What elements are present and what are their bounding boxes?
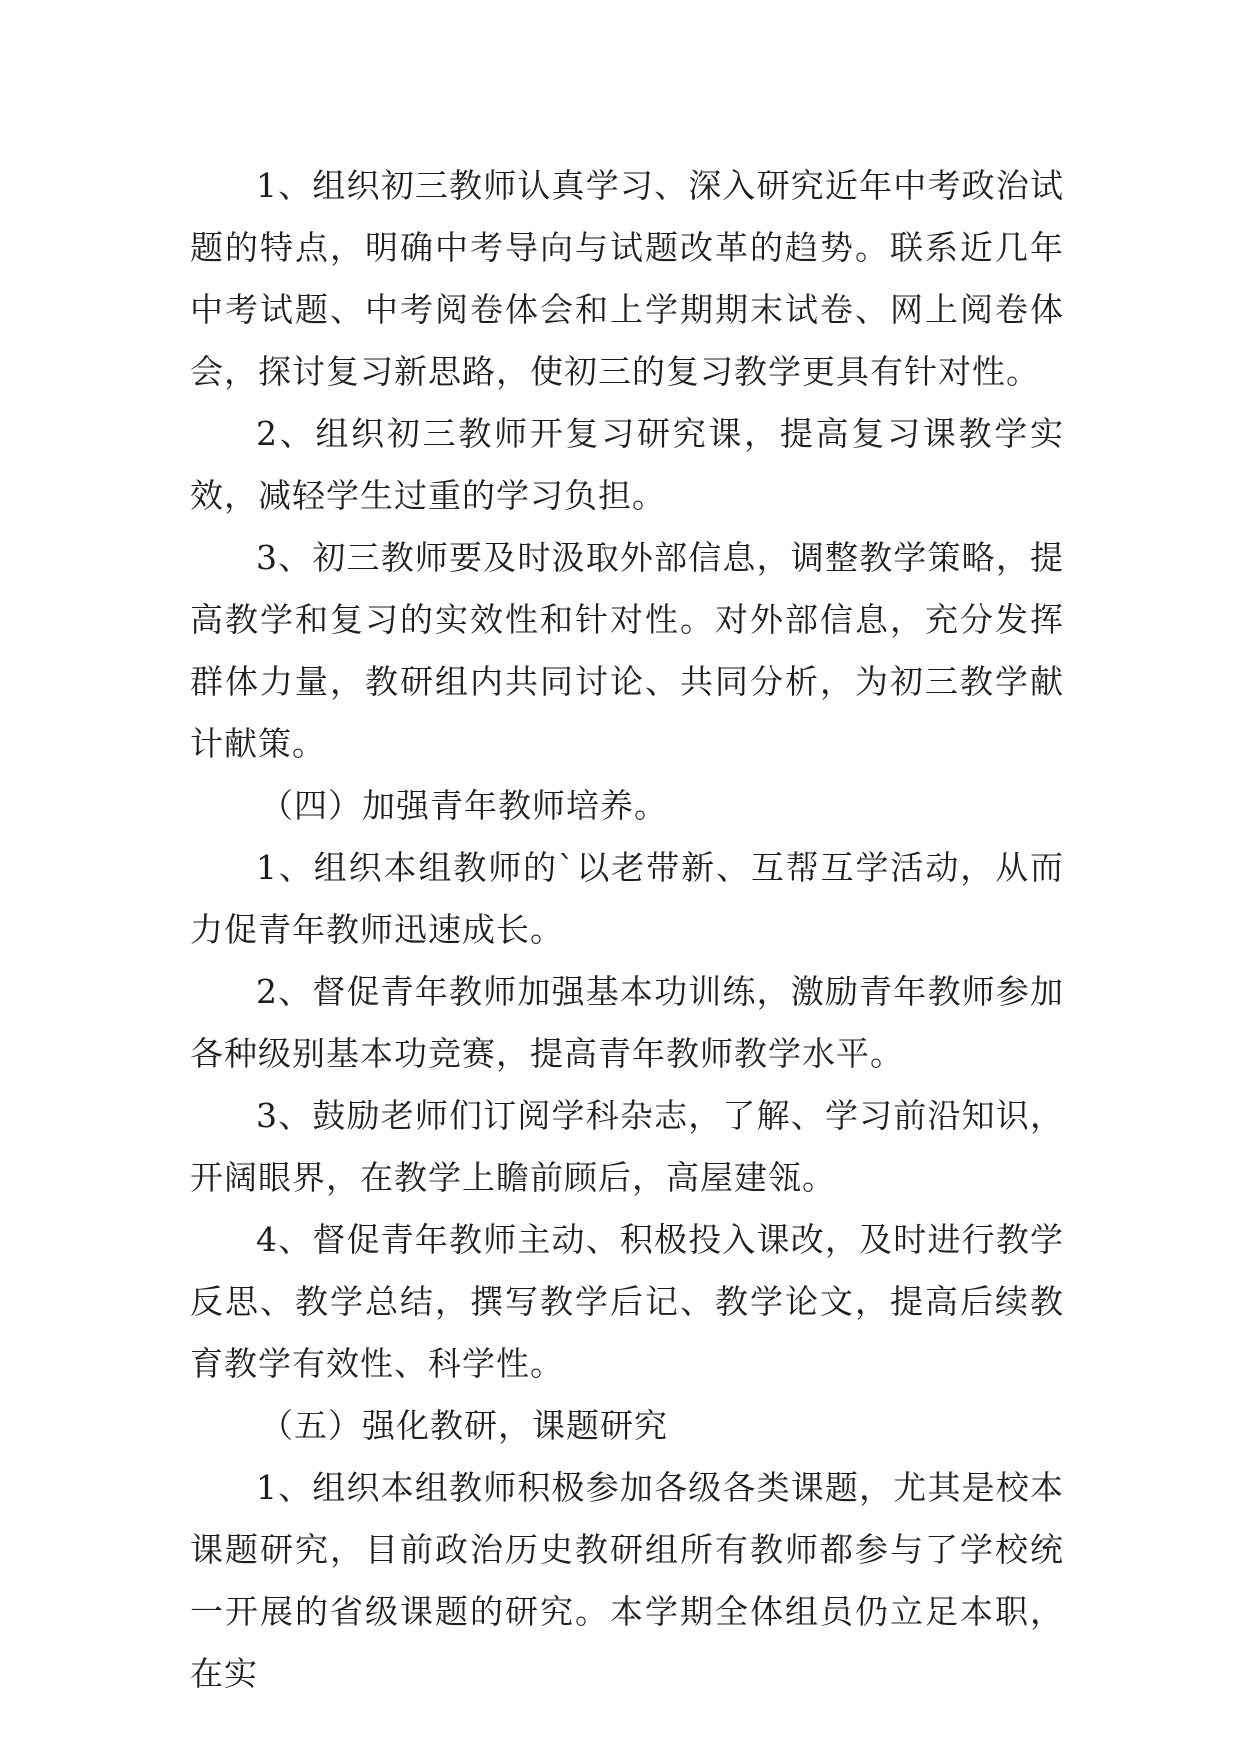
paragraph-item-1-1: 1、组织初三教师认真学习、深入研究近年中考政治试题的特点，明确中考导向与试题改革的趋势。联系近几年中考试题、中考阅卷体会和上学期期末试卷、网上阅卷体会，探讨复习新思路，使初三的复习教学更具有针对性。 — [190, 166, 1064, 391]
paragraph-item-1-2: 2、组织初三教师开复习研究课，提高复习课教学实效，减轻学生过重的学习负担。 — [190, 414, 1064, 515]
section-heading-4: （四）加强青年教师培养。 — [260, 786, 668, 825]
document-body — [190, 155, 1064, 1705]
paragraph-item-4-1: 1、组织本组教师的`以老带新、互帮互学活动，从而力促青年教师迅速成长。 — [190, 848, 1064, 949]
paragraph-item-4-2: 2、督促青年教师加强基本功训练，激励青年教师参加各种级别基本功竞赛，提高青年教师教学水平。 — [190, 972, 1064, 1073]
paragraph-item-1-3: 3、初三教师要及时汲取外部信息，调整教学策略，提高教学和复习的实效性和针对性。对外部信息，充分发挥群体力量，教研组内共同讨论、共同分析，为初三教学献计献策。 — [190, 538, 1064, 763]
paragraph-item-4-4: 4、督促青年教师主动、积极投入课改，及时进行教学反思、教学总结，撰写教学后记、教学论文，提高后续教育教学有效性、科学性。 — [190, 1220, 1064, 1383]
paragraph-item-5-1: 1、组织本组教师积极参加各级各类课题，尤其是校本课题研究，目前政治历史教研组所有教师都参与了学校统一开展的省级课题的研究。本学期全体组员仍立足本职，在实 — [190, 1468, 1064, 1693]
section-heading-5: （五）强化教研，课题研究 — [260, 1406, 668, 1445]
paragraph-item-4-3: 3、鼓励老师们订阅学科杂志，了解、学习前沿知识，开阔眼界，在教学上瞻前顾后，高屋建瓴。 — [190, 1096, 1064, 1197]
